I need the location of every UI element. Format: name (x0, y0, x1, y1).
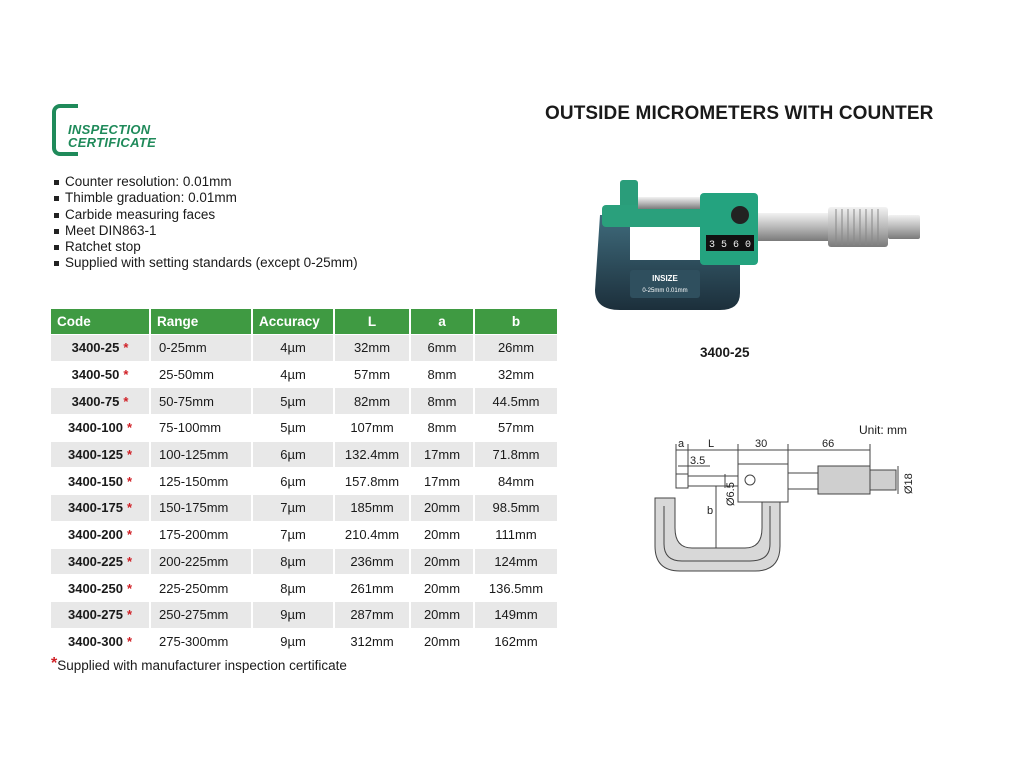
table-row (51, 548, 558, 575)
certificate-star: * (126, 633, 132, 649)
dim-dia-6-5-label: Ø6.5 (725, 482, 737, 506)
cell-range: 50-75mm (150, 388, 252, 415)
certificate-star: * (126, 580, 132, 596)
cell-b: 98.5mm (474, 495, 558, 522)
cell-code (51, 495, 150, 522)
dim-a-label: a (678, 438, 685, 450)
cell-L: 210.4mm (334, 521, 410, 548)
dim-dia-18-label: Ø18 (903, 473, 915, 494)
counter-housing (700, 193, 758, 265)
cell-a: 17mm (410, 441, 474, 468)
table-row (51, 521, 558, 548)
code-text: 3400-300 (67, 633, 123, 649)
code-text: 3400-275 (67, 607, 123, 623)
cell-range: 175-200mm (150, 521, 252, 548)
cell-b: 162mm (474, 628, 558, 654)
cell-code (51, 335, 150, 362)
cell-range: 125-150mm (150, 468, 252, 495)
cell-accuracy: 4µm (252, 335, 334, 362)
certificate-star: * (126, 607, 132, 623)
cell-a: 20mm (410, 495, 474, 522)
cell-L: 57mm (334, 361, 410, 388)
cell-L: 82mm (334, 388, 410, 415)
cell-L: 236mm (334, 548, 410, 575)
certificate-star: * (123, 340, 129, 356)
code-text: 3400-100 (67, 420, 123, 436)
certificate-star: * (126, 447, 132, 463)
cell-a: 6mm (410, 335, 474, 362)
cell-b: 26mm (474, 335, 558, 362)
certificate-star: * (126, 527, 132, 543)
sleeve-outline (788, 473, 818, 489)
cell-L: 107mm (334, 415, 410, 442)
thimble (828, 207, 888, 247)
frame-brand-text: INSIZE (652, 274, 678, 283)
cell-L: 185mm (334, 495, 410, 522)
certificate-star: * (123, 393, 129, 409)
dim-L-label: L (708, 438, 715, 450)
dim-30-label: 30 (755, 438, 768, 450)
table-row (51, 495, 558, 522)
header-code: Code (51, 309, 150, 335)
inspection-certificate-logo (52, 104, 182, 150)
ratchet-outline (870, 470, 896, 490)
counter-reset-knob (731, 206, 749, 224)
counter-digits: 3 5 6 0 (708, 240, 752, 251)
cell-accuracy: 5µm (252, 388, 334, 415)
cell-L: 312mm (334, 628, 410, 654)
cell-a: 20mm (410, 628, 474, 654)
cell-L: 157.8mm (334, 468, 410, 495)
logo-text-line2: CERTIFICATE (68, 135, 157, 150)
logo-text-line1: INSPECTION (68, 122, 151, 137)
sleeve (758, 213, 828, 241)
cell-a: 20mm (410, 575, 474, 602)
feature-item: Carbide measuring faces (52, 207, 358, 223)
dimension-drawing (650, 436, 920, 576)
code-text: 3400-225 (67, 553, 123, 569)
cell-a: 8mm (410, 388, 474, 415)
code-text: 3400-150 (67, 473, 123, 489)
anvil-outline (676, 474, 688, 488)
code-text: 3400-50 (71, 367, 120, 383)
footnote (51, 655, 347, 673)
code-text: 3400-175 (67, 500, 123, 516)
cell-code (51, 628, 150, 654)
cell-range: 275-300mm (150, 628, 252, 654)
table-row (51, 388, 558, 415)
feature-item: Counter resolution: 0.01mm (52, 174, 358, 190)
cell-accuracy: 4µm (252, 361, 334, 388)
code-text: 3400-25 (71, 340, 120, 356)
footnote-star: * (51, 655, 58, 672)
cell-code (51, 521, 150, 548)
cell-b: 44.5mm (474, 388, 558, 415)
cell-b: 71.8mm (474, 441, 558, 468)
cell-range: 75-100mm (150, 415, 252, 442)
cell-code (51, 601, 150, 628)
cell-range: 200-225mm (150, 548, 252, 575)
table-row (51, 628, 558, 654)
cell-L: 32mm (334, 335, 410, 362)
dim-3-5-label: 3.5 (690, 455, 706, 467)
certificate-star: * (126, 500, 132, 516)
feature-item: Supplied with setting standards (except 0-25mm) (52, 255, 358, 271)
page-title: OUTSIDE MICROMETERS WITH COUNTER (545, 103, 934, 124)
product-code-label: 3400-25 (700, 345, 750, 360)
cell-accuracy: 9µm (252, 628, 334, 654)
table-row (51, 335, 558, 362)
table-row (51, 441, 558, 468)
dim-b-label: b (707, 505, 714, 517)
cell-accuracy: 5µm (252, 415, 334, 442)
cell-L: 261mm (334, 575, 410, 602)
cell-b: 32mm (474, 361, 558, 388)
feature-item: Thimble graduation: 0.01mm (52, 190, 358, 206)
cell-b: 149mm (474, 601, 558, 628)
cell-accuracy: 7µm (252, 521, 334, 548)
cell-a: 20mm (410, 601, 474, 628)
cell-range: 25-50mm (150, 361, 252, 388)
cell-code (51, 575, 150, 602)
cell-accuracy: 6µm (252, 468, 334, 495)
cell-range: 250-275mm (150, 601, 252, 628)
cell-range: 0-25mm (150, 335, 252, 362)
cell-a: 8mm (410, 415, 474, 442)
cell-code (51, 415, 150, 442)
code-text: 3400-200 (67, 527, 123, 543)
table-row (51, 468, 558, 495)
code-text: 3400-75 (71, 393, 120, 409)
table-row (51, 601, 558, 628)
cell-code (51, 548, 150, 575)
feature-item: Meet DIN863-1 (52, 223, 358, 239)
thimble-outline (818, 466, 870, 494)
header-a: a (410, 309, 474, 335)
code-text: 3400-125 (67, 447, 123, 463)
cell-accuracy: 9µm (252, 601, 334, 628)
table-body (51, 335, 558, 655)
feature-list (52, 174, 358, 272)
certificate-star: * (126, 420, 132, 436)
cell-accuracy: 6µm (252, 441, 334, 468)
header-L: L (334, 309, 410, 335)
cell-b: 124mm (474, 548, 558, 575)
cell-L: 287mm (334, 601, 410, 628)
table-row (51, 415, 558, 442)
cell-b: 111mm (474, 521, 558, 548)
table-row (51, 361, 558, 388)
dim-66-label: 66 (822, 438, 835, 450)
header-accuracy: Accuracy (252, 309, 334, 335)
certificate-star: * (126, 553, 132, 569)
cell-accuracy: 8µm (252, 575, 334, 602)
certificate-star: * (123, 367, 129, 383)
micrometer-product-image (590, 175, 930, 315)
ratchet-stop (888, 215, 920, 239)
cell-code (51, 441, 150, 468)
cell-code (51, 361, 150, 388)
cell-b: 57mm (474, 415, 558, 442)
table-row (51, 575, 558, 602)
code-text: 3400-250 (67, 580, 123, 596)
certificate-star: * (126, 473, 132, 489)
cell-code (51, 468, 150, 495)
spindle (638, 197, 703, 209)
cell-accuracy: 7µm (252, 495, 334, 522)
cell-range: 150-175mm (150, 495, 252, 522)
unit-label: Unit: mm (859, 423, 907, 437)
cell-range: 100-125mm (150, 441, 252, 468)
cell-range: 225-250mm (150, 575, 252, 602)
cell-b: 84mm (474, 468, 558, 495)
footnote-text: Supplied with manufacturer inspection certificate (57, 658, 347, 673)
cell-a: 17mm (410, 468, 474, 495)
cell-code (51, 388, 150, 415)
frame-range-text: 0-25mm 0.01mm (642, 288, 688, 294)
cell-accuracy: 8µm (252, 548, 334, 575)
spec-table (51, 309, 559, 654)
cell-L: 132.4mm (334, 441, 410, 468)
cell-a: 20mm (410, 548, 474, 575)
cell-a: 8mm (410, 361, 474, 388)
cell-b: 136.5mm (474, 575, 558, 602)
cell-a: 20mm (410, 521, 474, 548)
feature-item: Ratchet stop (52, 239, 358, 255)
header-range: Range (150, 309, 252, 335)
table-header-row (51, 309, 558, 335)
header-b: b (474, 309, 558, 335)
